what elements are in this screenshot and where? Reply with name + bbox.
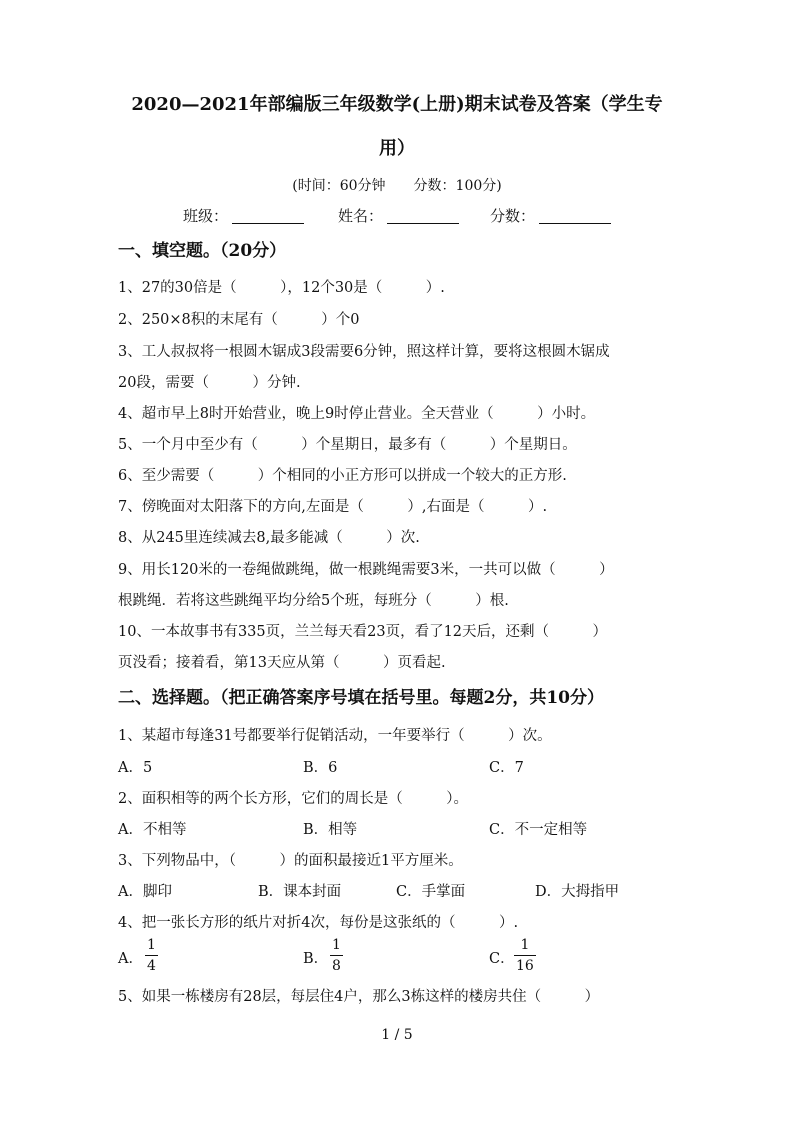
name-label: 姓名： [338, 207, 384, 225]
option-b: B．相等 [303, 822, 358, 838]
fill-question-line: 8、从245里连续减去8,最多能减（ ）次. [118, 530, 420, 546]
class-blank [232, 207, 304, 224]
fraction-denominator: 8 [332, 958, 341, 974]
fill-question-line: 1、27的30倍是（ ），12个30是（ ）. [118, 280, 445, 296]
fraction-denominator: 4 [147, 958, 156, 974]
fill-question-line: 9、用长120米的一卷绳做跳绳，做一根跳绳需要3米，一共可以做（ ） [118, 562, 614, 578]
fraction-denominator: 16 [516, 958, 534, 974]
option-c: C．手掌面 [396, 884, 466, 900]
class-label: 班级： [183, 207, 229, 225]
option-a: A．不相等 [118, 822, 187, 838]
fill-question-line: 4、超市早上8时开始营业，晚上9时停止营业。全天营业（ ）小时。 [118, 406, 596, 422]
option-b: B．6 [303, 760, 338, 776]
option-c-label: C． [489, 951, 515, 967]
choice-question-4: 4、把一张长方形的纸片对折4次，每份是这张纸的（ ）. [118, 915, 519, 931]
choice-question-2: 2、面积相等的两个长方形，它们的周长是（ ）。 [118, 791, 468, 807]
choice-question-3: 3、下列物品中，（ ）的面积最接近1平方厘米。 [118, 853, 463, 869]
fraction-numerator: 1 [520, 937, 530, 953]
fill-question-line: 2、250×8积的末尾有（ ）个0 [118, 312, 360, 328]
page-title-line-2: 用） [379, 138, 415, 159]
option-a: A．脚印 [118, 884, 172, 900]
choice-question-5: 5、如果一栋楼房有28层，每层住4户，那么3栋这样的楼房共住（ ） [118, 989, 600, 1005]
score-label: 分数： [490, 207, 536, 225]
name-field [338, 205, 459, 226]
option-c: C．不一定相等 [489, 822, 588, 838]
option-a: A．5 [118, 760, 153, 776]
fraction-numerator: 1 [332, 937, 341, 953]
fill-question-line: 根跳绳．若将这些跳绳平均分给5个班，每班分（ ）根. [118, 593, 509, 609]
page-number: 1 / 5 [381, 1027, 413, 1043]
fill-question-line: 页没看；接着看，第13天应从第（ ）页看起. [118, 655, 446, 671]
time-score-info: (时间：60分钟 分数：100分) [292, 178, 502, 194]
option-a-label: A． [118, 951, 143, 967]
fill-question-line: 10、一本故事书有335页，兰兰每天看23页，看了12天后，还剩（ ） [118, 624, 608, 640]
choice-question-1: 1、某超市每逢31号都要举行促销活动，一年要举行（ ）次。 [118, 728, 552, 744]
fraction-one-eighth [330, 938, 343, 973]
score-field [490, 205, 611, 226]
fill-question-line: 5、一个月中至少有（ ）个星期日，最多有（ ）个星期日。 [118, 437, 577, 453]
fraction-one-sixteenth [514, 938, 536, 973]
score-blank [539, 207, 611, 224]
option-d: D．大拇指甲 [535, 884, 620, 900]
option-b: B．课本封面 [258, 884, 342, 900]
option-b-label: B． [303, 951, 329, 967]
fill-question-line: 3、工人叔叔将一根圆木锯成3段需要6分钟，照这样计算，要将这根圆木锯成 [118, 344, 610, 360]
name-blank [387, 207, 459, 224]
fill-question-line: 6、至少需要（ ）个相同的小正方形可以拼成一个较大的正方形. [118, 468, 567, 484]
section-2-heading: 二、选择题。（把正确答案序号填在括号里。每题2分，共10分） [118, 688, 604, 708]
fraction-numerator: 1 [147, 937, 156, 953]
section-1-heading: 一、填空题。（20分） [118, 241, 287, 261]
option-c: C．7 [489, 760, 524, 776]
fill-question-line: 7、傍晚面对太阳落下的方向,左面是（ ）,右面是（ ）. [118, 499, 548, 515]
fraction-one-quarter [145, 938, 158, 973]
fill-question-line: 20段，需要（ ）分钟. [118, 375, 301, 391]
class-field [183, 205, 304, 226]
page-title-line-1: 2020—2021年部编版三年级数学(上册)期末试卷及答案（学生专 [131, 94, 663, 115]
